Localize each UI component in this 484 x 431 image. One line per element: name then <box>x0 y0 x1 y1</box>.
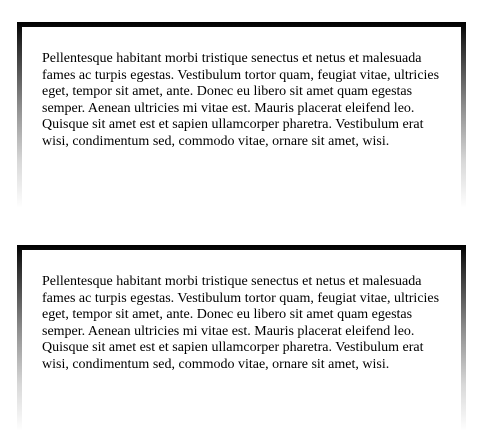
gradient-frame-card-2 <box>17 245 466 431</box>
card-paragraph-2: Pellentesque habitant morbi tristique senectus et netus et malesuada fames ac turpis egestas. Vestibulum tortor quam, feugiat vitae, ultricies eget, tempor sit amet, ante. Donec eu libero sit amet quam egestas semper. Aenean ultricies mi vitae est. Mauris placerat eleifend leo. Quisque sit amet est et sapien ullamcorper pharetra. Vestibulum erat wisi, condimentum sed, commodo vitae, ornare sit amet, wisi. <box>42 274 440 372</box>
card-paragraph-1: Pellentesque habitant morbi tristique senectus et netus et malesuada fames ac turpis egestas. Vestibulum tortor quam, feugiat vitae, ultricies eget, tempor sit amet, ante. Donec eu libero sit amet quam egestas semper. Aenean ultricies mi vitae est. Mauris placerat eleifend leo. Quisque sit amet est et sapien ullamcorper pharetra. Vestibulum erat wisi, condimentum sed, commodo vitae, ornare sit amet, wisi. <box>42 51 440 149</box>
card-content-1 <box>22 27 461 208</box>
gradient-frame-card-1 <box>17 22 466 208</box>
card-content-2 <box>22 250 461 431</box>
